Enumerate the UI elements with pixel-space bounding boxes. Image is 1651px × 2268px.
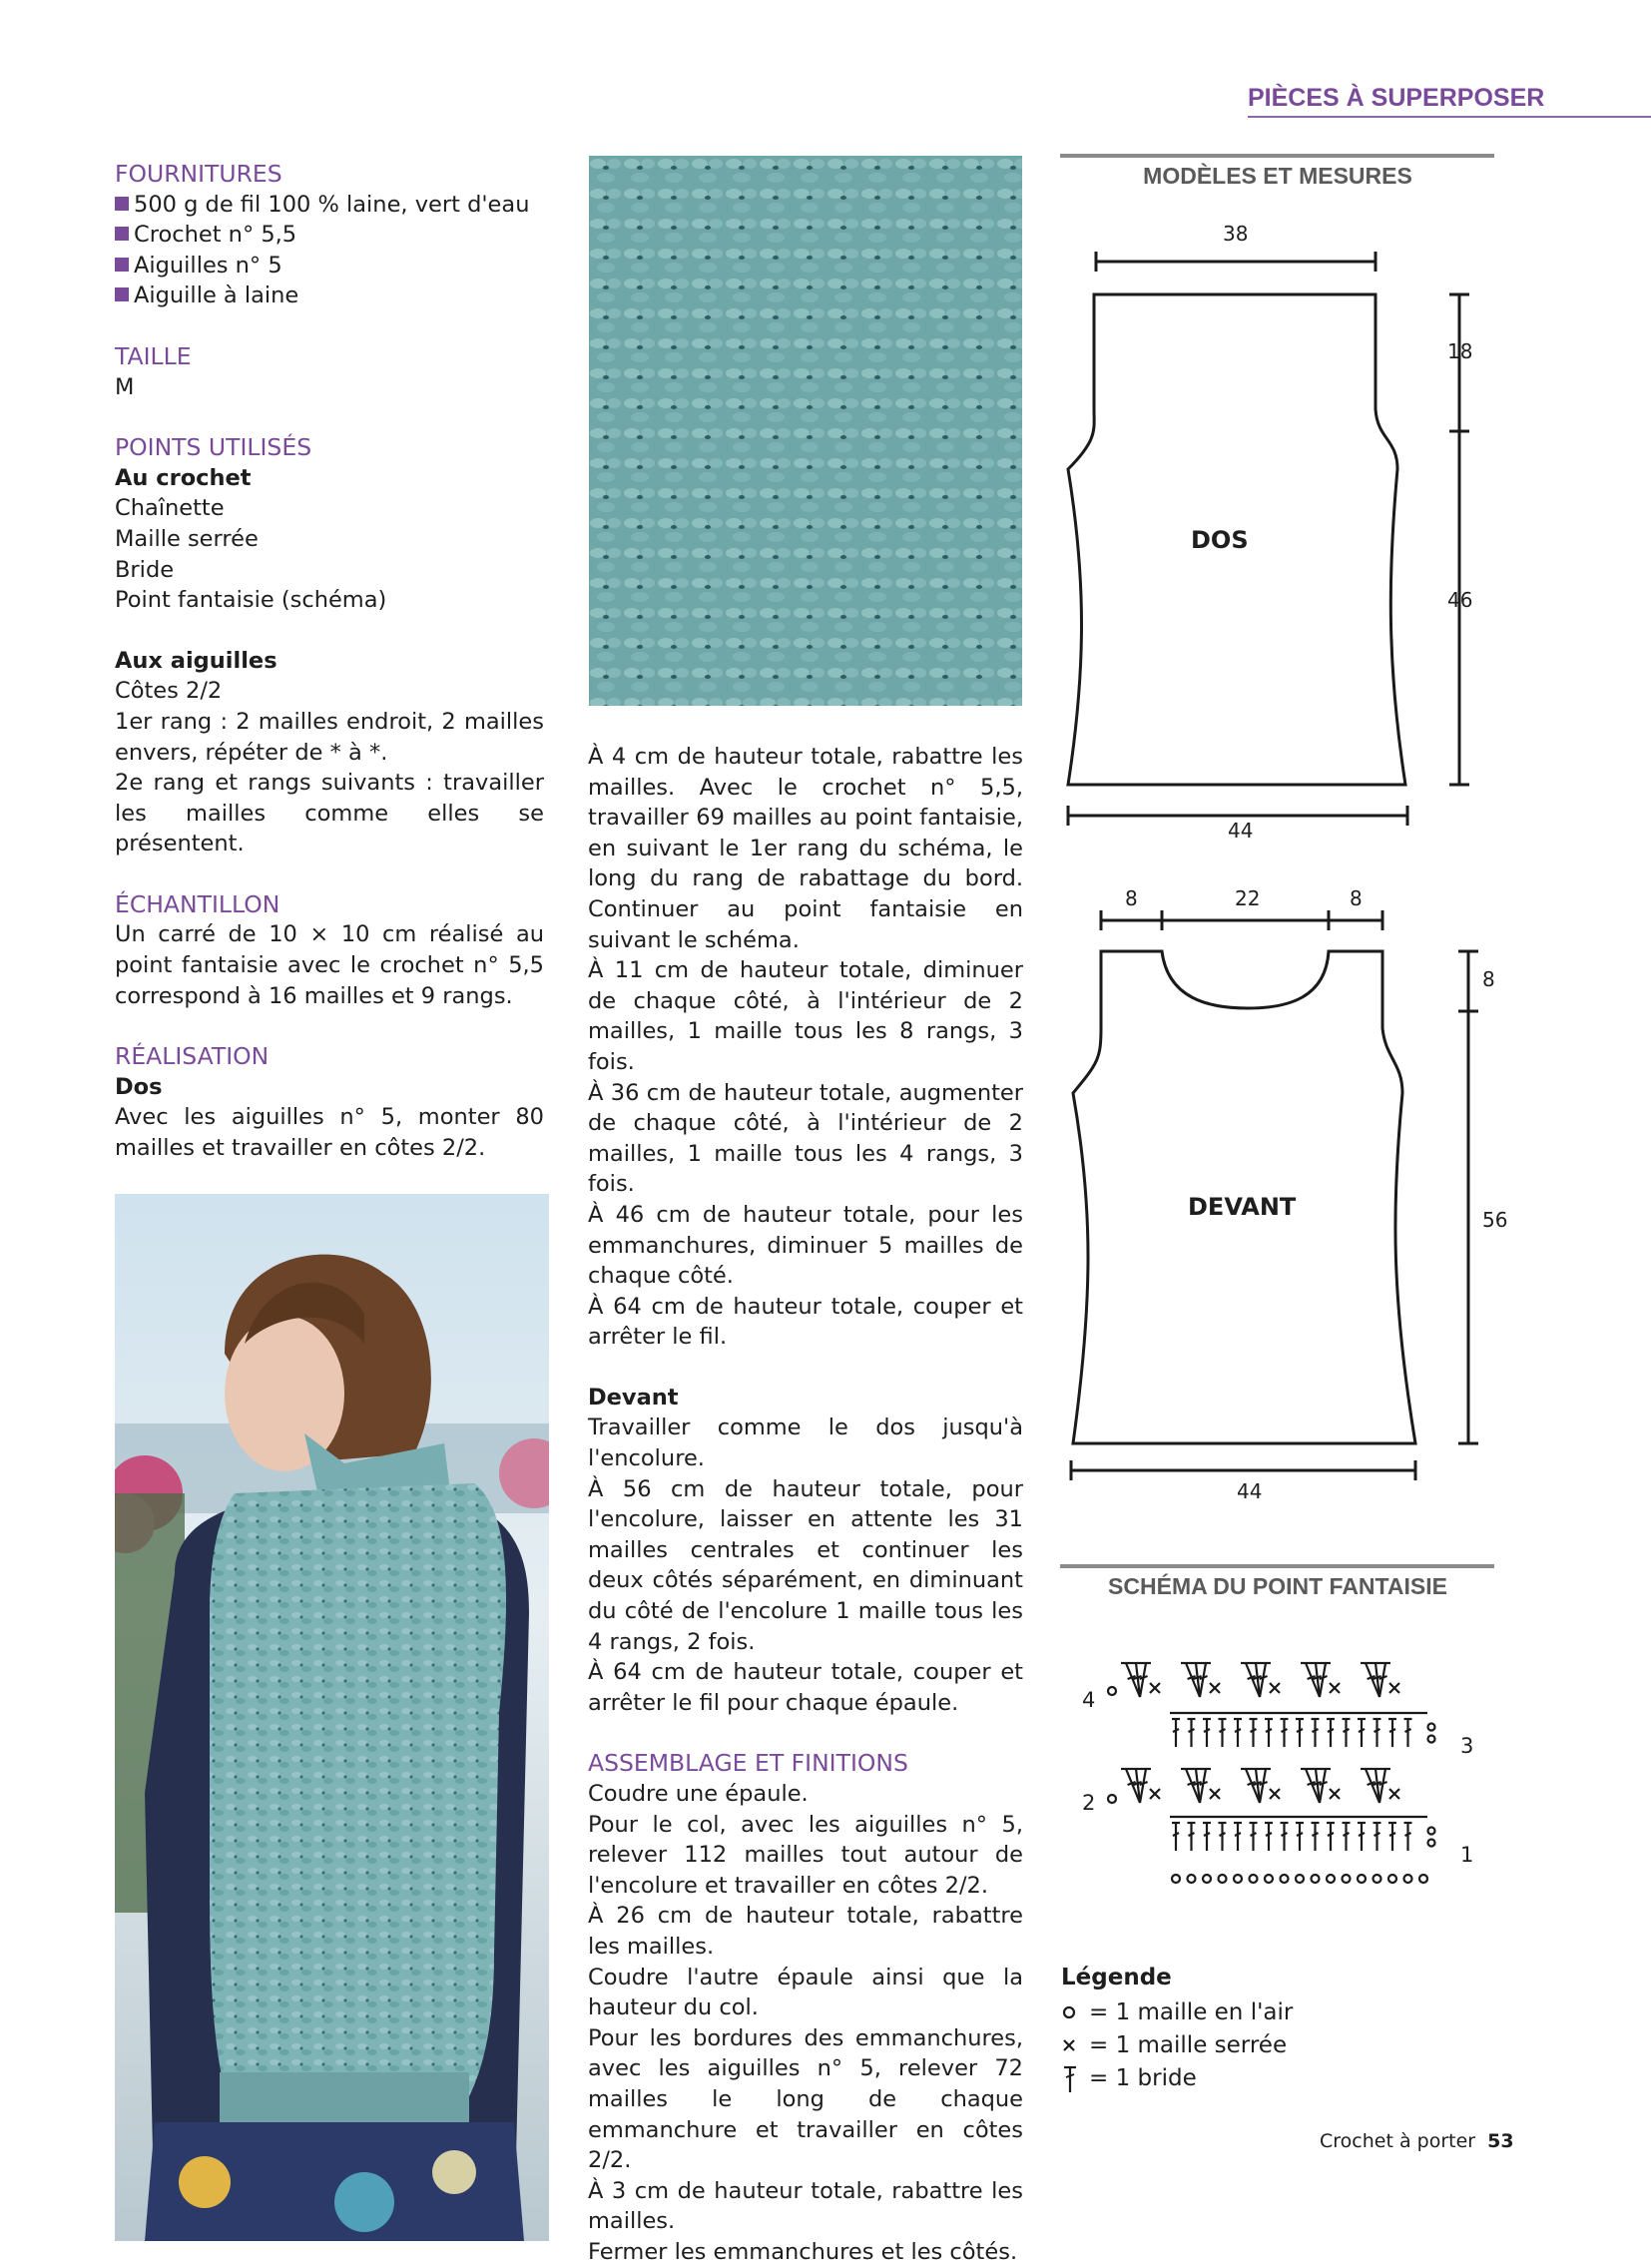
double-crochet-icon	[1061, 2064, 1081, 2094]
crochet-point: Bride	[115, 556, 175, 583]
middle-column	[588, 742, 1023, 2268]
assemblage-para: Fermer les emmanchures et les côtés.	[588, 2238, 1018, 2265]
fourniture-item: Aiguille à laine	[115, 281, 544, 311]
legend-item: = 1 maille serrée	[1089, 2032, 1288, 2058]
dos-top-width: 38	[1223, 222, 1249, 246]
dos-bottom-width: 44	[1228, 819, 1254, 843]
fan-stitch-icon	[1301, 1769, 1340, 1803]
magazine-name: Crochet à porter	[1320, 2130, 1476, 2152]
dos-para: À 36 cm de hauteur totale, augmenter de chaque côté, à l'intérieur de 2 mailles, 1 maille tous les 4 rangs, 3 fois.	[588, 1079, 1023, 1198]
au-crochet-title: Au crochet	[115, 464, 252, 491]
fan-stitch-icon	[1181, 1663, 1220, 1697]
dos-height-bottom: 46	[1447, 588, 1473, 612]
fan-stitch-icon	[1301, 1663, 1340, 1697]
realisation-title: RÉALISATION	[115, 1042, 270, 1071]
model-photo	[115, 1194, 549, 2241]
dos-title: Dos	[115, 1073, 163, 1100]
fourniture-item: Crochet n° 5,5	[115, 220, 544, 251]
chain-row-icon	[1108, 1687, 1116, 1695]
footer	[1320, 2130, 1514, 2152]
dos-para: À 4 cm de hauteur totale, rabattre les mailles. Avec le crochet n° 5,5, travailler 69 mailles au point fantaisie, en suivant le 1er rang du schéma, le long du rang de rabattage du bord. Continuer au point fantaisie en suivant le schéma.	[588, 744, 1023, 953]
devant-para: À 64 cm de hauteur totale, couper et arrêter le fil pour chaque épaule.	[588, 1659, 1023, 1716]
fourniture-item: Aiguilles n° 5	[115, 251, 544, 282]
cotes-rang-1: 1er rang : 2 mailles endroit, 2 mailles envers, répéter de * à *.	[115, 708, 544, 766]
devant-shoulder-right: 8	[1350, 886, 1363, 910]
devant-height-top: 8	[1482, 967, 1495, 991]
dos-diagram	[1058, 200, 1517, 858]
assemblage-para: Coudre l'autre épaule ainsi que la hauteur du col.	[588, 1964, 1023, 2021]
left-column	[115, 159, 544, 1164]
devant-title: Devant	[588, 1384, 679, 1411]
fan-stitch-icon	[1121, 1769, 1160, 1803]
fan-stitch-icon	[1361, 1663, 1399, 1697]
swatch-photo	[589, 156, 1022, 706]
fournitures-title: FOURNITURES	[115, 160, 282, 188]
dos-height-top: 18	[1447, 339, 1473, 363]
dos-para: À 46 cm de hauteur totale, pour les emmanchures, diminuer 5 mailles de chaque côté.	[588, 1201, 1023, 1290]
devant-label: DEVANT	[1188, 1193, 1297, 1221]
aux-aiguilles-title: Aux aiguilles	[115, 647, 277, 674]
cotes-rang-2: 2e rang et rangs suivants : travailler les mailles comme elles se présentent.	[115, 770, 544, 857]
cotes-title: Côtes 2/2	[115, 678, 223, 705]
taille-title: TAILLE	[115, 341, 192, 370]
section-header: PIÈCES À SUPERPOSER	[1248, 84, 1545, 112]
crochet-point: Chaînette	[115, 495, 225, 522]
chain-row-icon	[1108, 1795, 1116, 1803]
assemblage-para: À 3 cm de hauteur totale, rabattre les mailles.	[588, 2177, 1023, 2235]
models-rule	[1060, 154, 1494, 158]
legend-title: Légende	[1061, 1965, 1172, 1990]
models-title: MODÈLES ET MESURES	[1143, 163, 1412, 189]
fan-stitch-icon	[1241, 1663, 1280, 1697]
row-label: 1	[1460, 1843, 1474, 1867]
dos-label: DOS	[1191, 526, 1249, 554]
devant-bottom-width: 44	[1237, 1479, 1263, 1503]
assemblage-para: À 26 cm de hauteur totale, rabattre les mailles.	[588, 1903, 1023, 1960]
taille-value: M	[115, 373, 135, 400]
devant-para: À 56 cm de hauteur totale, pour l'encolure, laisser en attente les 31 mailles centrales et continuer les deux côtés séparément, en diminuant du côté de l'encolure 1 maille tous les 4 rangs, 2 fois.	[588, 1475, 1023, 1655]
single-crochet-icon	[1061, 2035, 1081, 2055]
devant-neck-width: 22	[1235, 886, 1261, 910]
chain-icon	[1061, 2002, 1081, 2022]
schema-title: SCHÉMA DU POINT FANTAISIE	[1108, 1573, 1447, 1599]
row-label: 4	[1082, 1688, 1096, 1712]
legend-item: = 1 maille en l'air	[1089, 1999, 1294, 2025]
devant-height-bottom: 56	[1482, 1208, 1508, 1232]
assemblage-para: Pour le col, avec les aiguilles n° 5, relever 112 mailles tout autour de l'encolure et travailler en côtes 2/2.	[588, 1811, 1023, 1899]
devant-shoulder-left: 8	[1125, 886, 1138, 910]
echantillon-text: Un carré de 10 × 10 cm réalisé au point fantaisie avec le crochet n° 5,5 correspond à 16 mailles et 9 rangs.	[115, 921, 544, 1009]
fan-stitch-icon	[1181, 1769, 1220, 1803]
dos-para: À 64 cm de hauteur totale, couper et arrêter le fil.	[588, 1293, 1023, 1351]
bride-row-icon	[1170, 1713, 1435, 1747]
fan-stitch-icon	[1121, 1663, 1160, 1697]
crochet-point: Point fantaisie (schéma)	[115, 587, 387, 614]
dos-para: À 11 cm de hauteur totale, diminuer de chaque côté, à l'intérieur de 2 mailles, 1 maille tous les 8 rangs, 3 fois.	[588, 957, 1023, 1075]
crochet-point: Maille serrée	[115, 525, 259, 552]
dos-text: Avec les aiguilles n° 5, monter 80 mailles et travailler en côtes 2/2.	[115, 1104, 544, 1162]
legend-item: = 1 bride	[1089, 2065, 1197, 2091]
row-label: 2	[1082, 1791, 1096, 1815]
legend	[1061, 1996, 1380, 2095]
foundation-chain-icon	[1172, 1875, 1427, 1883]
fan-stitch-icon	[1361, 1769, 1399, 1803]
assemblage-para: Coudre une épaule.	[588, 1781, 809, 1807]
assemblage-title: ASSEMBLAGE ET FINITIONS	[588, 1749, 908, 1778]
stitch-chart	[1098, 1657, 1457, 1897]
assemblage-para: Pour les bordures des emmanchures, avec les aiguilles n° 5, relever 72 mailles le long de chaque emmanchure et travailler en côtes 2/2.	[588, 2024, 1023, 2174]
fan-stitch-icon	[1241, 1769, 1280, 1803]
schema-rule	[1060, 1564, 1494, 1568]
points-title: POINTS UTILISÉS	[115, 433, 312, 462]
page-number: 53	[1487, 2130, 1514, 2152]
bride-row-icon	[1170, 1817, 1435, 1851]
devant-para: Travailler comme le dos jusqu'à l'encolure.	[588, 1415, 1023, 1472]
header-rule	[1248, 116, 1651, 118]
row-label: 3	[1460, 1734, 1474, 1758]
fourniture-item: 500 g de fil 100 % laine, vert d'eau	[115, 190, 544, 221]
echantillon-title: ÉCHANTILLON	[115, 889, 280, 918]
